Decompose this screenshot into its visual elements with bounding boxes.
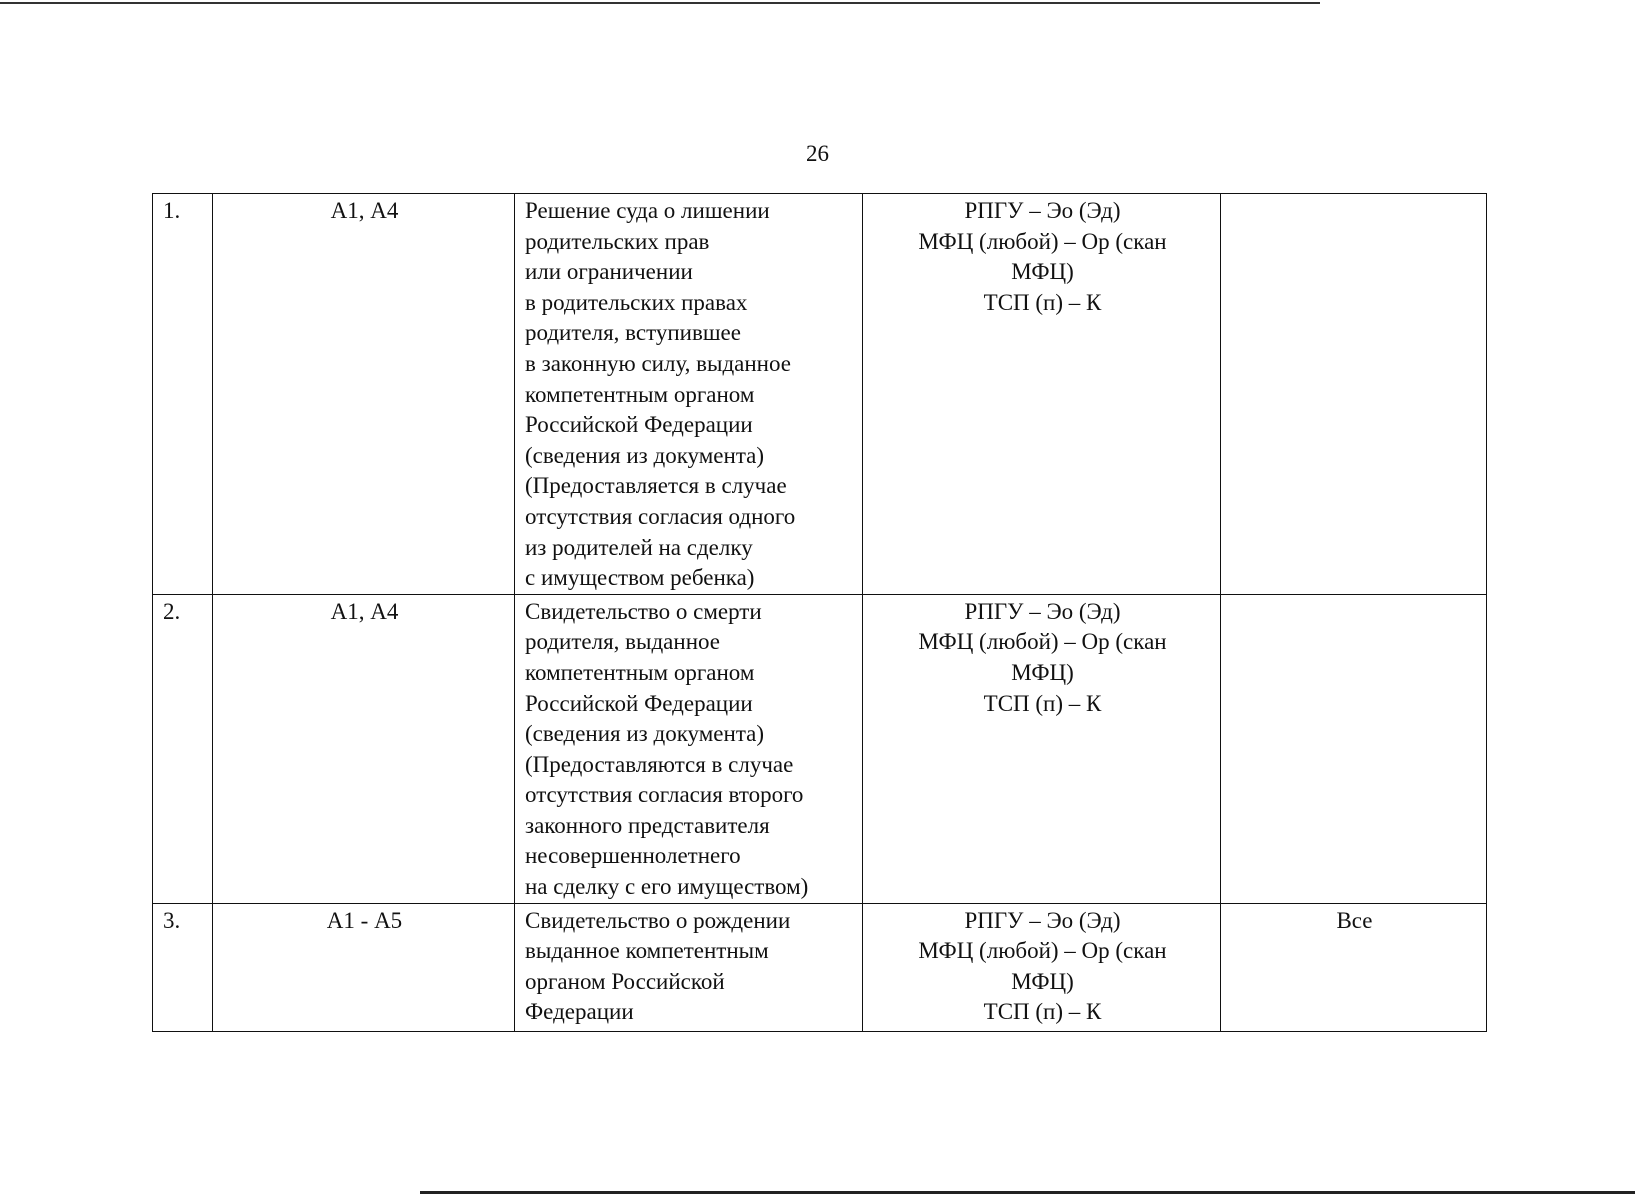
document-line: родителя, вступившее (525, 320, 741, 346)
method-line: МФЦ) (1011, 968, 1074, 994)
applicant-categories: А1, А4 (213, 194, 515, 595)
document-line: отсутствия согласия второго (525, 782, 804, 808)
submission-method (863, 194, 1221, 595)
submission-method (863, 594, 1221, 903)
document-line: компетентным органом (525, 659, 755, 685)
scan-edge-top (0, 2, 1320, 4)
method-line: МФЦ (любой) – Ор (скан (918, 938, 1167, 964)
document-description (515, 594, 863, 903)
document-line: Российской Федерации (525, 412, 753, 438)
scan-edge-bottom (420, 1191, 1635, 1194)
documents-table (152, 193, 1487, 1032)
method-line: МФЦ) (1011, 259, 1074, 285)
method-line: РПГУ – Эо (Эд) (964, 907, 1121, 933)
method-line: МФЦ) (1011, 659, 1074, 685)
document-line: (Предоставляется в случае (525, 473, 787, 499)
method-line: ТСП (п) – К (983, 289, 1102, 315)
note-cell: Все (1221, 903, 1487, 1031)
document-line: в законную силу, выданное (525, 350, 791, 376)
document-line: (Предоставляются в случае (525, 751, 794, 777)
document-line: органом Российской (525, 968, 725, 994)
document-line: (сведения из документа) (525, 721, 765, 747)
document-line: или ограничении (525, 259, 693, 285)
document-description (515, 194, 863, 595)
document-line: Свидетельство о смерти (525, 598, 762, 624)
method-line: МФЦ (любой) – Ор (скан (918, 228, 1167, 254)
page-number: 26 (806, 141, 829, 166)
row-number: 1. (153, 194, 213, 595)
method-line: ТСП (п) – К (983, 690, 1102, 716)
document-line: несовершеннолетнего (525, 843, 741, 869)
applicant-categories: А1 - А5 (213, 903, 515, 1031)
document-line: на сделку с его имуществом) (525, 874, 809, 900)
method-line: МФЦ (любой) – Ор (скан (918, 629, 1167, 655)
document-line: с имуществом ребенка) (525, 565, 755, 591)
document-line: законного представителя (525, 812, 770, 838)
applicant-categories: А1, А4 (213, 594, 515, 903)
submission-method (863, 903, 1221, 1031)
table-row (153, 903, 1487, 1031)
method-line: РПГУ – Эо (Эд) (964, 598, 1121, 624)
document-line: в родительских правах (525, 289, 748, 315)
row-number: 2. (153, 594, 213, 903)
document-line: Федерации (525, 999, 634, 1025)
method-line: РПГУ – Эо (Эд) (964, 198, 1121, 223)
document-line: Свидетельство о рождении (525, 907, 791, 933)
table-row (153, 194, 1487, 595)
document-line: Российской Федерации (525, 690, 753, 716)
document-line: Решение суда о лишении (525, 198, 770, 223)
table-row (153, 594, 1487, 903)
row-number: 3. (153, 903, 213, 1031)
document-line: родительских прав (525, 228, 710, 254)
note-cell (1221, 194, 1487, 595)
note-cell (1221, 594, 1487, 903)
document-line: (сведения из документа) (525, 442, 765, 468)
document-description (515, 903, 863, 1031)
document-line: отсутствия согласия одного (525, 503, 796, 529)
method-line: ТСП (п) – К (983, 999, 1102, 1025)
document-line: из родителей на сделку (525, 534, 753, 560)
document-line: выданное компетентным (525, 938, 769, 964)
document-line: родителя, выданное (525, 629, 720, 655)
document-line: компетентным органом (525, 381, 755, 407)
